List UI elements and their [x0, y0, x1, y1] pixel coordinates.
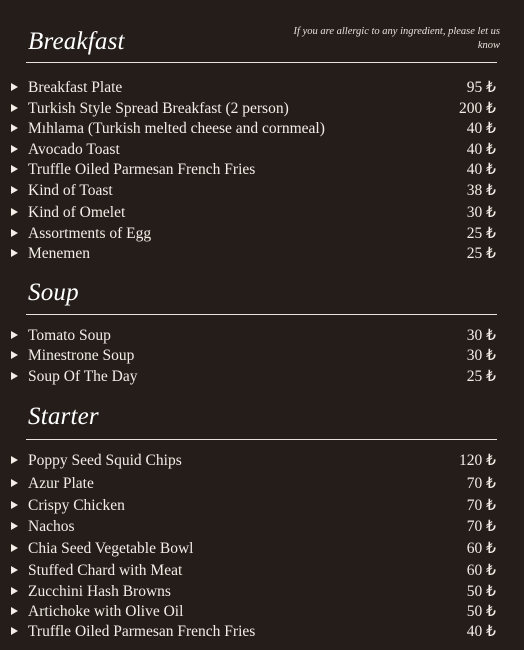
bullet-arrow-icon — [11, 627, 18, 635]
bullet-arrow-icon — [11, 566, 18, 574]
bullet-arrow-icon — [11, 351, 18, 359]
menu-item-price: 40 ₺ — [466, 140, 496, 158]
menu-item-price: 25 ₺ — [466, 367, 496, 385]
bullet-arrow-icon — [11, 165, 18, 173]
menu-item — [0, 244, 524, 264]
menu-item-price: 60 ₺ — [466, 561, 496, 579]
section-divider — [26, 314, 497, 315]
menu-item — [0, 160, 524, 180]
bullet-arrow-icon — [11, 372, 18, 380]
bullet-arrow-icon — [11, 544, 18, 552]
menu-item-price: 40 ₺ — [466, 161, 496, 178]
bullet-arrow-icon — [11, 145, 18, 153]
bullet-arrow-icon — [11, 607, 18, 615]
bullet-arrow-icon — [11, 83, 18, 91]
menu-item — [0, 181, 524, 201]
menu-item — [0, 539, 524, 559]
section-title-soup: Soup — [28, 279, 79, 306]
menu-item-name: Stuffed Chard with Meat — [28, 561, 183, 579]
menu-item-price: 120 ₺ — [459, 452, 496, 469]
menu-item-name: Kind of Toast — [28, 182, 113, 199]
bullet-arrow-icon — [11, 456, 18, 464]
bullet-arrow-icon — [11, 124, 18, 132]
menu-item-name: Mıhlama (Turkish melted cheese and cornmeal) — [28, 120, 325, 137]
menu-item-price: 50 ₺ — [466, 603, 496, 620]
menu-item-price: 50 ₺ — [466, 582, 496, 600]
section-divider — [26, 439, 497, 440]
menu-item-name: Poppy Seed Squid Chips — [28, 452, 182, 469]
menu-item — [0, 451, 524, 471]
section-divider — [26, 62, 497, 63]
menu-item-price: 38 ₺ — [466, 182, 496, 199]
menu-item — [0, 561, 524, 581]
menu-item — [0, 474, 524, 494]
menu-item-name: Kind of Omelet — [28, 203, 126, 221]
menu-item — [0, 224, 524, 244]
menu-item-price: 70 ₺ — [466, 517, 496, 535]
menu-item-price: 40 ₺ — [466, 623, 496, 640]
menu-item — [0, 582, 524, 602]
menu-item — [0, 99, 524, 119]
menu-item — [0, 140, 524, 160]
bullet-arrow-icon — [11, 479, 18, 487]
menu-item — [0, 496, 524, 516]
menu-item-price: 25 ₺ — [466, 224, 496, 242]
bullet-arrow-icon — [11, 186, 18, 194]
menu-item-name: Truffle Oiled Parmesan French Fries — [28, 161, 256, 178]
menu-item-name: Tomato Soup — [28, 327, 111, 344]
menu-item-name: Azur Plate — [28, 474, 94, 492]
menu-item-name: Truffle Oiled Parmesan French Fries — [28, 623, 256, 640]
menu-item-name: Nachos — [28, 517, 75, 535]
menu-item-name: Soup Of The Day — [28, 367, 138, 385]
menu-item-name: Menemen — [28, 245, 90, 262]
menu-item — [0, 602, 524, 622]
menu-item — [0, 622, 524, 642]
menu-item — [0, 346, 524, 366]
menu-item — [0, 203, 524, 223]
bullet-arrow-icon — [11, 208, 18, 216]
bullet-arrow-icon — [11, 104, 18, 112]
menu-item-price: 40 ₺ — [466, 120, 496, 137]
menu-item-price: 30 ₺ — [466, 347, 496, 364]
allergy-note: If you are allergic to any ingredient, please let us know — [293, 26, 500, 51]
bullet-arrow-icon — [11, 229, 18, 237]
menu-item — [0, 517, 524, 537]
bullet-arrow-icon — [11, 522, 18, 530]
menu-item — [0, 326, 524, 346]
section-title-breakfast: Breakfast — [28, 28, 125, 55]
menu-item-name: Artichoke with Olive Oil — [28, 603, 184, 620]
menu-item-name: Crispy Chicken — [28, 497, 125, 514]
menu-item-name: Chia Seed Vegetable Bowl — [28, 540, 194, 557]
bullet-arrow-icon — [11, 587, 18, 595]
bullet-arrow-icon — [11, 501, 18, 509]
menu-item-name: Avocado Toast — [28, 140, 120, 158]
menu-item-name: Minestrone Soup — [28, 347, 135, 364]
menu-item-price: 70 ₺ — [466, 497, 496, 514]
menu-item — [0, 78, 524, 98]
menu-item-price: 25 ₺ — [466, 245, 496, 262]
bullet-arrow-icon — [11, 249, 18, 257]
menu-item-price: 60 ₺ — [466, 540, 496, 557]
menu-item-name: Assortments of Egg — [28, 224, 152, 242]
menu-item-price: 200 ₺ — [459, 99, 496, 117]
menu-item-name: Zucchini Hash Browns — [28, 582, 171, 600]
menu-item-name: Breakfast Plate — [28, 79, 123, 96]
menu-item-name: Turkish Style Spread Breakfast (2 person) — [28, 99, 289, 117]
section-title-starter: Starter — [28, 403, 99, 430]
menu-item-price: 95 ₺ — [466, 79, 496, 96]
menu-item-price: 30 ₺ — [466, 203, 496, 221]
bullet-arrow-icon — [11, 331, 18, 339]
menu-item — [0, 367, 524, 387]
menu-item — [0, 119, 524, 139]
menu-item-price: 30 ₺ — [466, 327, 496, 344]
menu-item-price: 70 ₺ — [466, 474, 496, 492]
